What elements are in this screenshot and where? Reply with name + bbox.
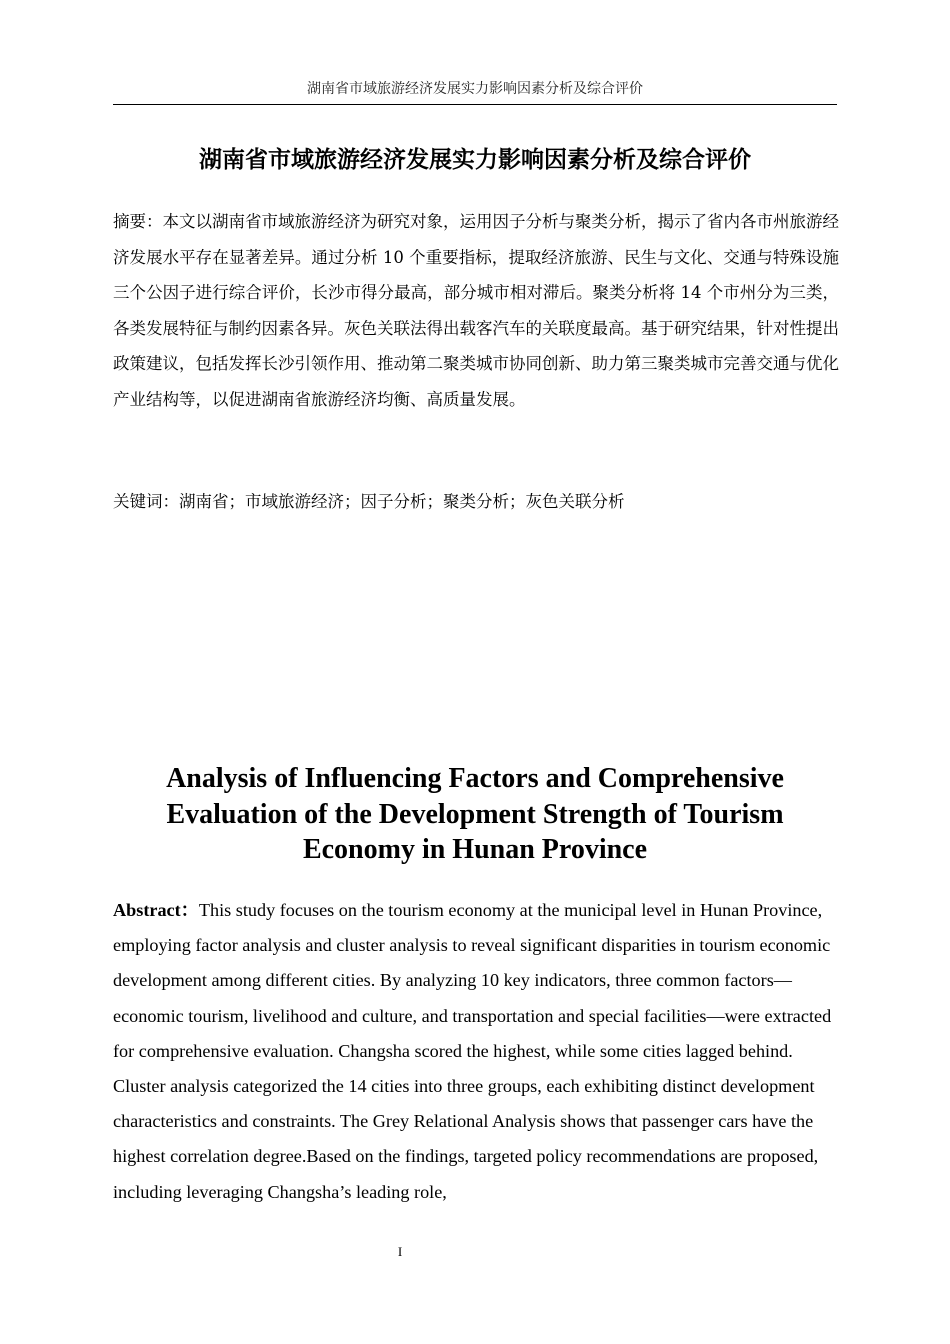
english-abstract [113, 893, 837, 1210]
chinese-title: 湖南省市域旅游经济发展实力影响因素分析及综合评价 [199, 147, 751, 173]
chinese-abstract-text: 本文以湖南省市域旅游经济为研究对象，运用因子分析与聚类分析，揭示了省内各市州旅游经济发展水平存在显著差异。通过分析 10 个重要指标，提取经济旅游、民生与文化、交通与特殊设施三个公因子进行综合评价，长沙市得分最高，部分城市相对滞后。聚类分析将 14 个市州分为三类，各类发展特征与制约因素各异。灰色关联法得出载客汽车的关联度最高。基于研究结果，针对性提出政策建议，包括发挥长沙引领作用、推动第二聚类城市协同创新、助力第三聚类城市完善交通与优化产业结构等，以促进湖南省旅游经济均衡、高质量发展。 [113, 212, 839, 409]
english-abstract-label: Abstract： [113, 900, 199, 920]
chinese-keywords-text: 湖南省；市域旅游经济；因子分析；聚类分析；灰色关联分析 [179, 492, 625, 511]
page-number: I [397, 1244, 403, 1259]
chinese-keywords-label: 关键词： [113, 492, 179, 511]
chinese-abstract-label: 摘要： [113, 212, 163, 231]
running-header: 湖南省市域旅游经济发展实力影响因素分析及综合评价 [307, 81, 643, 97]
chinese-keywords [113, 484, 839, 519]
english-abstract-text: This study focuses on the tourism economy at the municipal level in Hunan Province, employing factor analysis and cluster analysis to reveal significant disparities in tourism economic development among different cities. By analyzing 10 key indicators, three common factors—economic tourism, livelihood and culture, and transportation and special facilities—were extracted for comprehensive evaluation. Changsha scored the highest, while some cities lagged behind. Cluster analysis categorized the 14 cities into three groups, each exhibiting distinct development characteristics and constraints. The Grey Relational Analysis shows that passenger cars have the highest correlation degree.Based on the findings, targeted policy recommendations are proposed, including leveraging Changsha’s leading role, [113, 900, 832, 1202]
english-title: Analysis of Influencing Factors and Comprehensive Evaluation of the Development Strength of Tourism Economy in Hunan Province [166, 763, 784, 865]
chinese-abstract [113, 204, 839, 417]
header-rule [113, 104, 837, 105]
